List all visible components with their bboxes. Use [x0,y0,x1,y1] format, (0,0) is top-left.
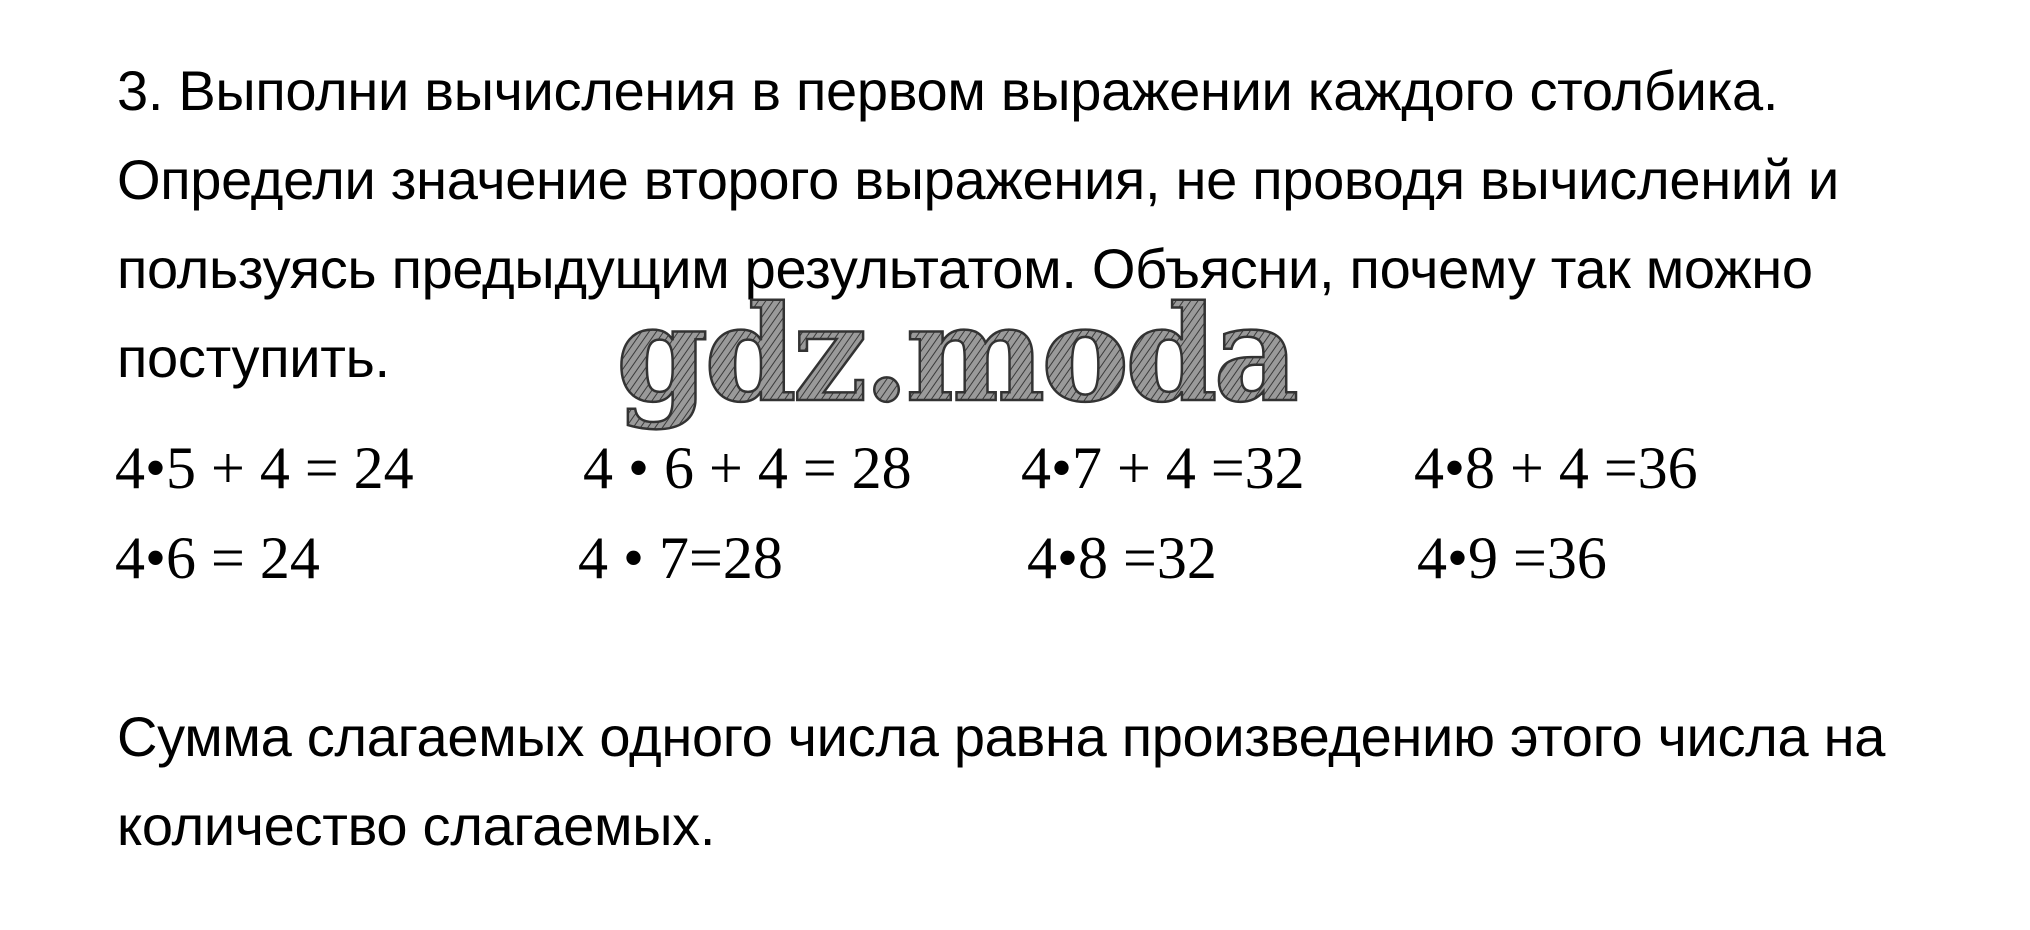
expression-col2-row2: 4 • 7=28 [578,525,783,591]
task-line-1: 3. Выполни вычисления в первом выражении каждого столбика. [117,59,1779,122]
expression-col4-row1: 4•8 + 4 =36 [1414,435,1698,501]
watermark [612,277,1296,450]
task-line-2: Определи значение второго выражения, не проводя вычислений и [117,148,1840,211]
watermark-text: gdz.moda [616,277,1296,432]
expression-col1-row2: 4•6 = 24 [115,525,320,591]
expression-col2-row1: 4 • 6 + 4 = 28 [583,435,912,501]
expression-col3-row1: 4•7 + 4 =32 [1021,435,1305,501]
task-line-4: поступить. [117,326,390,389]
watermark-logo [612,277,1296,450]
expression-col1-row1: 4•5 + 4 = 24 [115,435,414,501]
conclusion-line-1: Сумма слагаемых одного числа равна произведению этого числа на [117,705,1886,768]
task-line-3: пользуясь предыдущим результатом. Объясни, почему так можно [117,237,1813,300]
expression-col3-row2: 4•8 =32 [1027,525,1217,591]
conclusion-line-2: количество слагаемых. [117,794,716,857]
conclusion-text [117,692,1957,870]
expression-col4-row2: 4•9 =36 [1417,525,1607,591]
